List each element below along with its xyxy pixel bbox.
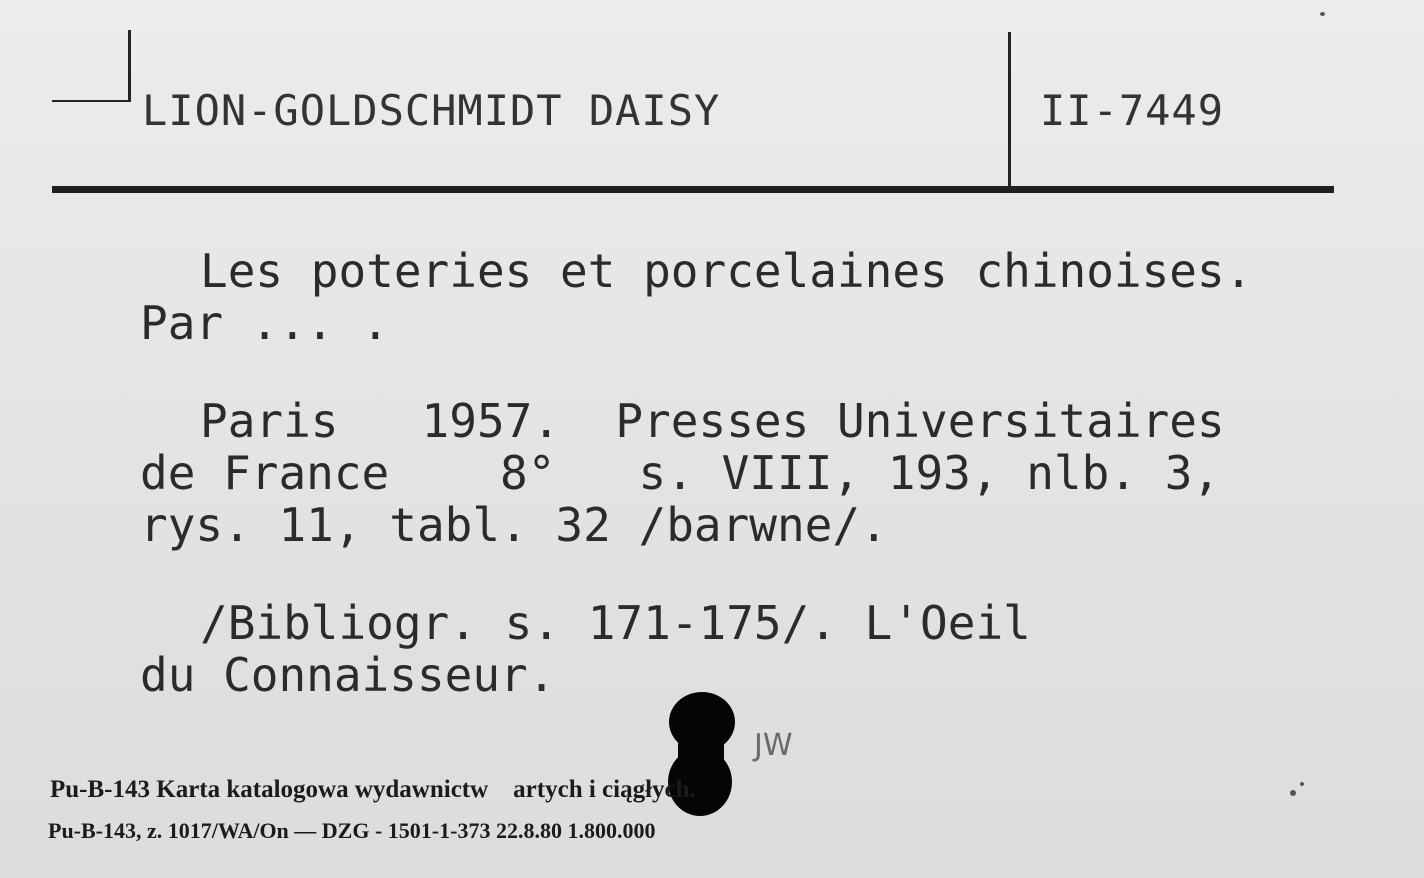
imprint-line-1: Paris 1957. Presses Universitaires xyxy=(200,394,1225,448)
notes-line-2: du Connaisseur. xyxy=(140,648,556,702)
header-divider xyxy=(1008,32,1011,190)
statement-line: Par ... . xyxy=(140,296,390,350)
header-rule xyxy=(52,186,1334,193)
call-number: II-7449 xyxy=(1040,86,1225,135)
imprint-line-3: rys. 11, tabl. 32 /barwne/. xyxy=(140,498,888,552)
imprint-line-2: de France 8° s. VIII, 193, nlb. 3, xyxy=(140,446,1221,500)
footer-form-line: Pu-B-143 Karta katalogowa wydawnictw artych i ciągłych. xyxy=(50,776,696,803)
ink-speck xyxy=(1300,782,1304,786)
corner-mark-horizontal xyxy=(52,100,130,102)
corner-mark-vertical xyxy=(128,30,131,102)
title-line: Les poteries et porcelaines chinoises. xyxy=(200,244,1253,298)
handwritten-initials: JW xyxy=(754,728,793,763)
ink-speck xyxy=(1320,12,1325,16)
notes-line-1: /Bibliogr. s. 171-175/. L'Oeil xyxy=(200,596,1031,650)
author-heading: LION-GOLDSCHMIDT DAISY xyxy=(142,86,721,135)
footer-print-line: Pu-B-143, z. 1017/WA/On — DZG - 1501-1-373 22.8.80 1.800.000 xyxy=(48,818,656,843)
ink-speck xyxy=(1290,790,1296,796)
